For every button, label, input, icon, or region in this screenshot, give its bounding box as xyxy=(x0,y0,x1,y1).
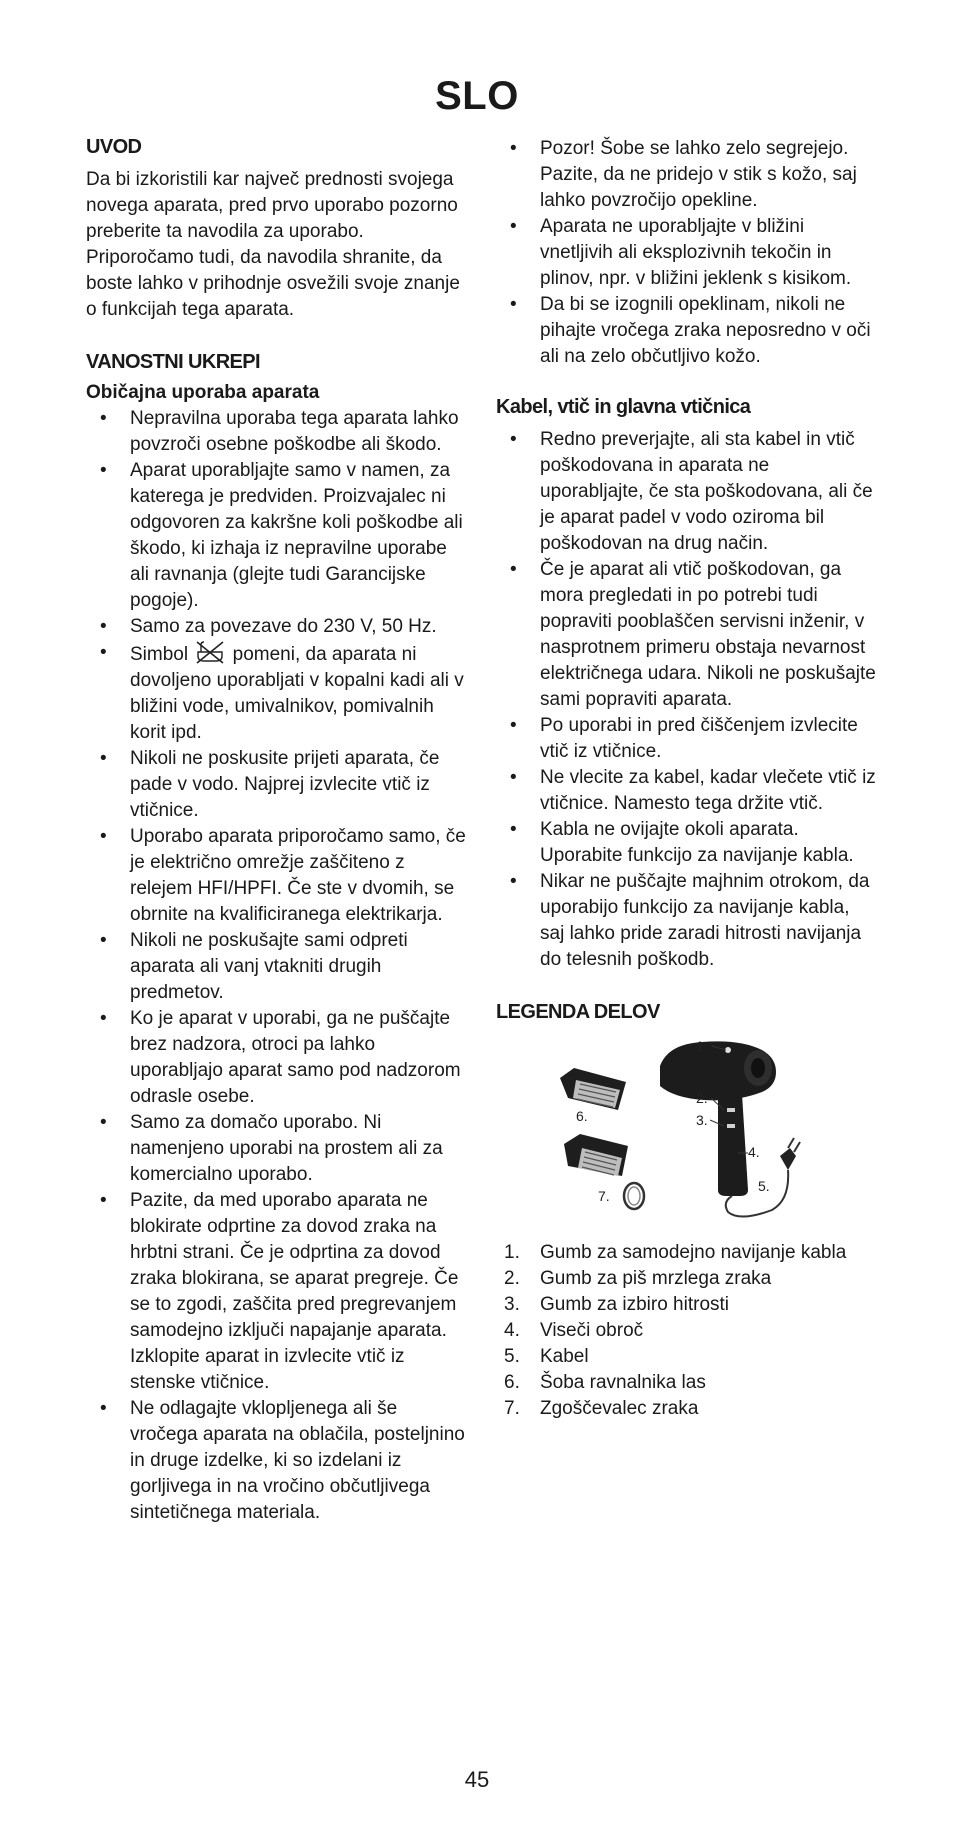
list-item: • Ne vlecite za kabel, kadar vlečete vtič iz vtičnice. Namesto tega držite vtič. xyxy=(496,765,876,817)
list-item: • Da bi se izognili opeklinam, nikoli ne pihajte vročega zraka neposredno v oči ali na zelo občutljivo kožo. xyxy=(496,292,876,370)
list-item: 4. Viseči obroč xyxy=(504,1320,644,1341)
hair-dryer-illustration xyxy=(496,1038,876,1218)
hair-dryer-drawing xyxy=(496,1038,876,1218)
list-item: • Po uporabi in pred čiščenjem izvlecite vtič iz vtičnice. xyxy=(496,713,876,765)
callout-5: 5. xyxy=(758,1178,770,1194)
list-item: 1. Gumb za samodejno navijanje kabla xyxy=(504,1242,847,1263)
intro-text: Da bi izkoristili kar največ prednosti svojega novega aparata, pred prvo uporabo pozorno preberite ta navodila za uporabo. Priporočamo tudi, da navodila shranite, da boste lahko v prihodnje osvežili svoje znanje o funkcijah tega aparata. xyxy=(86,169,460,320)
list-item: 7. Zgoščevalec zraka xyxy=(504,1398,699,1419)
list-item: 5. Kabel xyxy=(504,1346,589,1367)
left-column xyxy=(86,136,466,1526)
list-item: 2. Gumb za piš mrzlega zraka xyxy=(504,1268,772,1289)
straightener-nozzle-bottom xyxy=(564,1134,628,1176)
list-item: • Pazite, da med uporabo aparata ne blokirate odprtine za dovod zraka na hrbtni strani. Če je odprtina za dovod zraka blokirana, se aparat pregreje. Če se to zgodi, zaščita pred pregrevanjem samodejno izklјuči napajanje aparata. Izklopite aparat in izvlecite vtič iz stenske vtičnice. xyxy=(86,1188,466,1396)
symbol-text-before: Simbol xyxy=(130,644,189,665)
safety-heading: VANOSTNI UKREPI xyxy=(86,351,260,373)
intro-heading: UVOD xyxy=(86,136,142,158)
list-item: • Uporabo aparata priporočamo samo, če je električno omrežje zaščiteno z relejem HFI/HPFI. Če ste v dvomih, se obrnite na kvalificiranega elektrikarja. xyxy=(86,824,466,928)
list-item: • Aparat uporabljajte samo v namen, za katerega je predviden. Proizvajalec ni odgovoren za kakršne koli poškodbe ali škodo, ki izhaja iz nepravilne uporabe ali ravnanja (glejte tudi Garancijske pogoje). xyxy=(86,458,466,614)
cable-list xyxy=(496,427,876,973)
list-item-symbol xyxy=(86,640,466,746)
no-bath-icon xyxy=(195,640,225,664)
list-item: • Samo za domačo uporabo. Ni namenjeno uporabi na prostem ali za komercialno uporabo. xyxy=(86,1110,466,1188)
list-item: 6. Šoba ravnalnika las xyxy=(504,1372,706,1393)
list-item: • Nikoli ne poskusite prijeti aparata, če pade v vodo. Najprej izvlecite vtič iz vtičnice. xyxy=(86,746,466,824)
hair-dryer-body xyxy=(660,1041,776,1196)
list-item: • Nepravilna uporaba tega aparata lahko povzroči osebne poškodbe ali škodo. xyxy=(86,406,466,458)
list-item: 3. Gumb za izbiro hitrosti xyxy=(504,1294,730,1315)
callout-6: 6. xyxy=(576,1108,588,1124)
safety-list xyxy=(86,406,466,1526)
legend-heading: LEGENDA DELOV xyxy=(496,1001,660,1023)
cable-heading: Kabel, vtič in glavna vtičnica xyxy=(496,396,751,418)
warnings-list xyxy=(496,136,876,370)
list-item: • Ko je aparat v uporabi, ga ne puščajte brez nadzora, otroci pa lahko uporabljajo aparat samo pod nadzorom odrasle osebe. xyxy=(86,1006,466,1110)
list-item: • Ne odlagajte vklopljenega ali še vročega aparata na oblačila, posteljnino in druge izdelke, ki so izdelani iz gorljivega in na vročino občutljivega sintetičnega materiala. xyxy=(86,1396,466,1526)
safety-subheading: Običajna uporaba aparata xyxy=(86,382,320,403)
parts-list xyxy=(496,1240,876,1422)
concentrator-ring xyxy=(624,1183,644,1209)
symbol-text-after: pomeni, da aparata ni dovoljeno uporabljati v kopalni kadi ali v bližini vode, umivalnikov, pomivalnih korit ipd. xyxy=(130,644,464,743)
callout-1: 1. xyxy=(696,1038,708,1054)
page-title: SLO xyxy=(435,74,519,118)
page-number: 45 xyxy=(464,1767,490,1792)
list-item: • Samo za povezave do 230 V, 50 Hz. xyxy=(86,614,466,640)
callout-7: 7. xyxy=(598,1188,610,1204)
list-item: • Redno preverjajte, ali sta kabel in vtič poškodovana in aparata ne uporabljajte, če sta poškodovana, ali če je aparat padel v vodo oziroma bil poškodovan na drug način. xyxy=(496,427,876,557)
list-item: • Če je aparat ali vtič poškodovan, ga mora pregledati in po potrebi tudi popraviti pooblaščen servisni inženir, v nasprotnem primeru obstaja nevarnost električnega udara. Nikoli ne poskušajte sami popraviti aparata. xyxy=(496,557,876,713)
straightener-nozzle-top xyxy=(560,1068,626,1110)
callout-4: 4. xyxy=(748,1144,760,1160)
list-item: • Nikar ne puščajte majhnim otrokom, da uporabijo funkcijo za navijanje kabla, saj lahko pride zaradi hitrosti navijanja do telesnih poškodb. xyxy=(496,869,876,973)
list-item: • Nikoli ne poskušajte sami odpreti aparata ali vanj vtakniti drugih predmetov. xyxy=(86,928,466,1006)
list-item: • Aparata ne uporabljajte v bližini vnetljivih ali eksplozivnih tekočin in plinov, npr. v bližini jeklenk s kisikom. xyxy=(496,214,876,292)
right-column xyxy=(496,136,876,1422)
callout-2: 2. xyxy=(696,1090,708,1106)
list-item: • Kabla ne ovijajte okoli aparata. Uporabite funkcijo za navijanje kabla. xyxy=(496,817,876,869)
callout-3: 3. xyxy=(696,1112,708,1128)
list-item: • Pozor! Šobe se lahko zelo segrejejo. Pazite, da ne pridejo v stik s kožo, saj lahko povzročijo opekline. xyxy=(496,136,876,214)
